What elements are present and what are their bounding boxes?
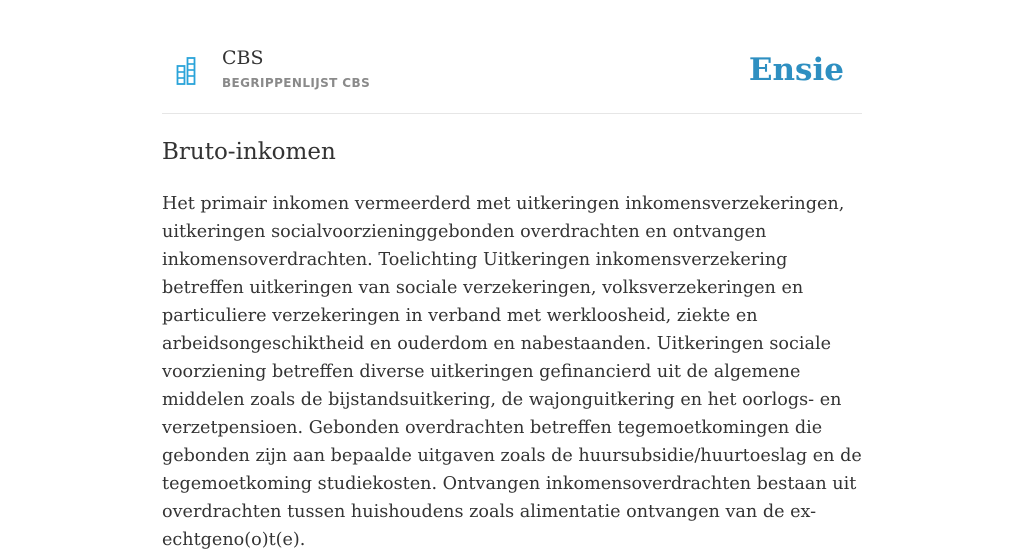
source-subtitle[interactable]: BEGRIPPENLIJST CBS <box>222 76 371 90</box>
cbs-logo-icon <box>176 56 196 86</box>
card-header <box>162 0 862 114</box>
term-definition: Het primair inkomen vermeerderd met uitkeringen inkomensverzekeringen, uitkeringen socialvoorzieninggebonden overdrachten en ontvangen inkomensoverdrachten. Toelichting Uitkeringen inkomensverzekering betreffen uitkeringen van sociale verzekeringen, volksverzekeringen en particuliere verzekeringen in verband met werkloosheid, ziekte en arbeidsongeschiktheid en ouderdom en nabestaanden. Uitkeringen sociale voorziening betreffen diverse uitkeringen gefinancierd uit de algemene middelen zoals de bijstandsuitkering, de wajonguitkering en het oorlogs- en verzetpensioen. Gebonden overdrachten betreffen tegemoetkomingen die gebonden zijn aan bepaalde uitgaven zoals de huursubsidie/huurtoeslag en de tegemoetkoming studiekosten. Ontvangen inkomensoverdrachten bestaan uit overdrachten tussen huishoudens zoals alimentatie ontvangen van de ex-echtgeno(o)t(e). <box>162 194 862 550</box>
ensie-logo[interactable]: Ensie <box>748 52 844 88</box>
definition-card <box>162 0 862 550</box>
term-title: Bruto-inkomen <box>162 139 336 165</box>
source-name[interactable]: CBS <box>222 47 264 69</box>
